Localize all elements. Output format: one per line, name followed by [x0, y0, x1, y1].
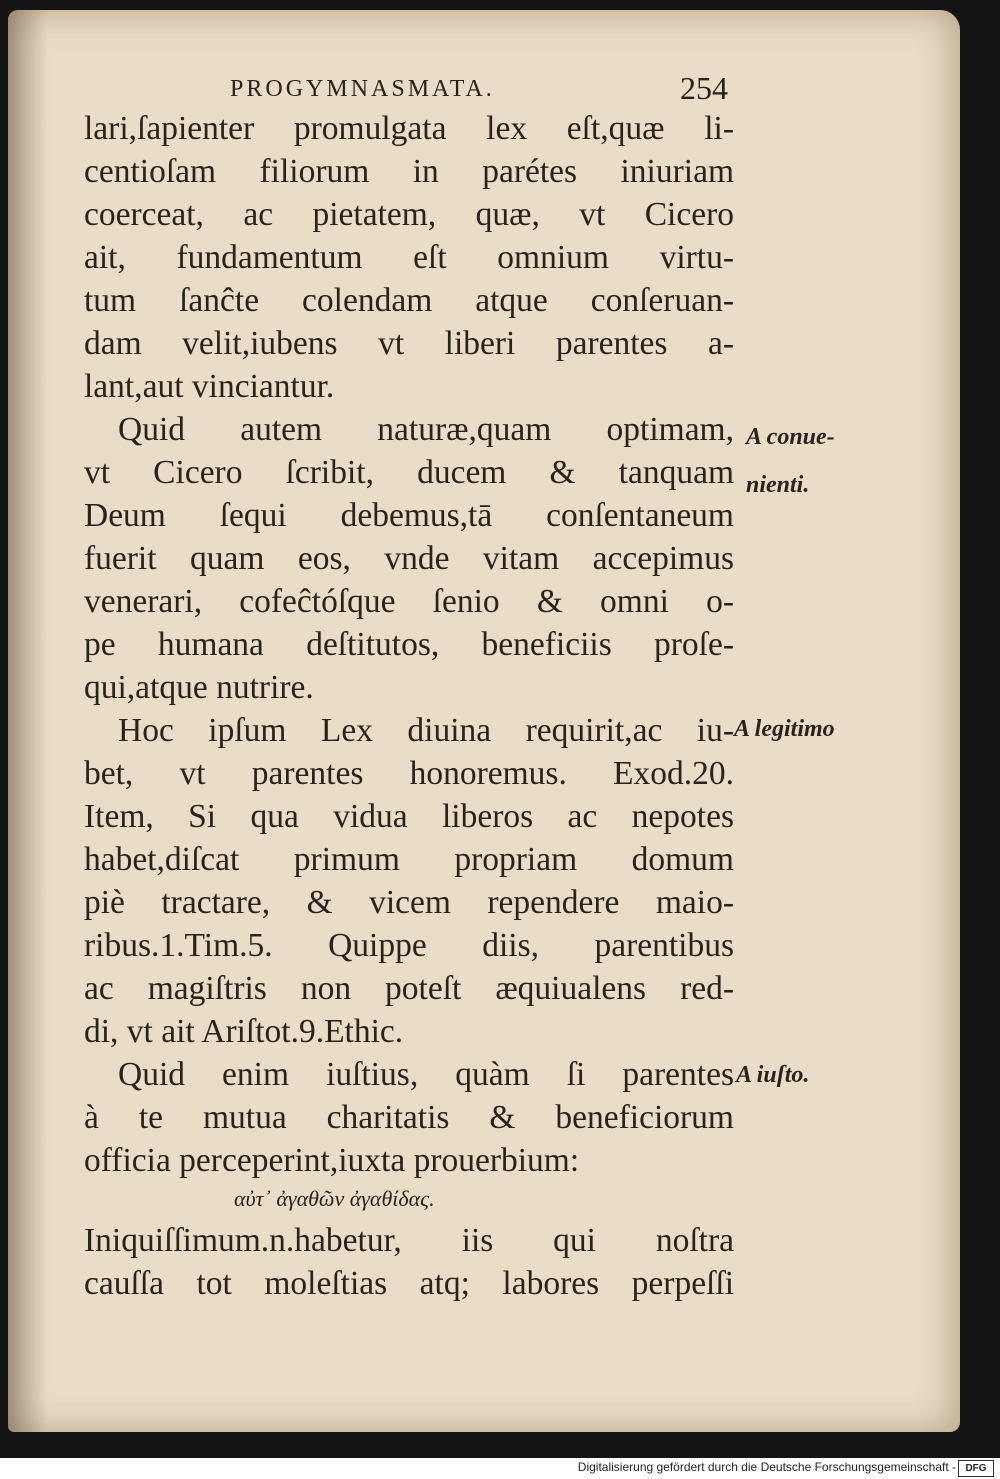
- text-line: piè tractare, & vicem rependere maio-: [84, 884, 734, 921]
- text-line: officia perceperint,iuxta prouerbium:: [84, 1142, 580, 1179]
- text-line: Quid autem naturæ,quam optimam,: [118, 411, 734, 448]
- footer-credit: Digitalisierung gefördert durch die Deutsche Forschungsgemeinschaft -: [577, 1460, 956, 1474]
- page-number: 254: [680, 70, 728, 106]
- text-line: Deum ſequi debemus,tā conſentaneum: [84, 497, 734, 534]
- text-line: di, vt ait Ariſtot.9.Ethic.: [84, 1013, 404, 1050]
- text-line: ait, fundamentum eſt omnium virtu-: [84, 239, 734, 276]
- dfg-logo: DFG: [958, 1460, 994, 1477]
- text-line: bet, vt parentes honoremus. Exod.20.: [84, 755, 734, 792]
- text-line: lant,aut vinciantur.: [84, 368, 335, 405]
- margin-note: A iuſto.: [736, 1062, 810, 1088]
- text-line: pe humana deſtitutos, beneficiis proſe-: [84, 626, 734, 663]
- text-line: lari,ſapienter promulgata lex eſt,quæ li-: [84, 110, 734, 147]
- text-line: Item, Si qua vidua liberos ac nepotes: [84, 798, 734, 835]
- margin-note: nienti.: [746, 472, 810, 498]
- text-line: Quid enim iuſtius, quàm ſi parentes: [118, 1056, 734, 1093]
- text-line: ac magiſtris non poteſt æquiualens red-: [84, 970, 734, 1007]
- text-line: dam velit,iubens vt liberi parentes a-: [84, 325, 734, 362]
- text-line: à te mutua charitatis & beneficiorum: [84, 1099, 734, 1136]
- text-line: qui,atque nutrire.: [84, 669, 314, 706]
- text-line: cauſſa tot moleſtias atq; labores perpeſſi: [84, 1265, 734, 1302]
- margin-note: A conue-: [746, 424, 835, 450]
- text-line: ribus.1.Tim.5. Quippe diis, parentibus: [84, 927, 734, 964]
- running-head: PROGYMNASMATA.: [230, 76, 495, 102]
- text-line: coerceat, ac pietatem, quæ, vt Cicero: [84, 196, 734, 233]
- book-page: [8, 10, 960, 1432]
- text-line: Iniquiſſimum.n.habetur, iis qui noſtra: [84, 1222, 734, 1259]
- text-line: tum ſanĉte colendam atque conſeruan-: [84, 282, 734, 319]
- text-line: Hoc ipſum Lex diuina requirit,ac iu-: [118, 712, 734, 749]
- margin-note: A legitimo: [734, 716, 835, 742]
- text-line: vt Cicero ſcribit, ducem & tanquam: [84, 454, 734, 491]
- text-line: habet,diſcat primum propriam domum: [84, 841, 734, 878]
- text-line: centioſam filiorum in parétes iniuriam: [84, 153, 734, 190]
- greek-proverb: αὐτ᾽ ἀγαθῶν ἀγαθίδας.: [234, 1186, 435, 1211]
- text-line: venerari, cofeĉtóſque ſenio & omni o-: [84, 583, 734, 620]
- text-line: fuerit quam eos, vnde vitam accepimus: [84, 540, 734, 577]
